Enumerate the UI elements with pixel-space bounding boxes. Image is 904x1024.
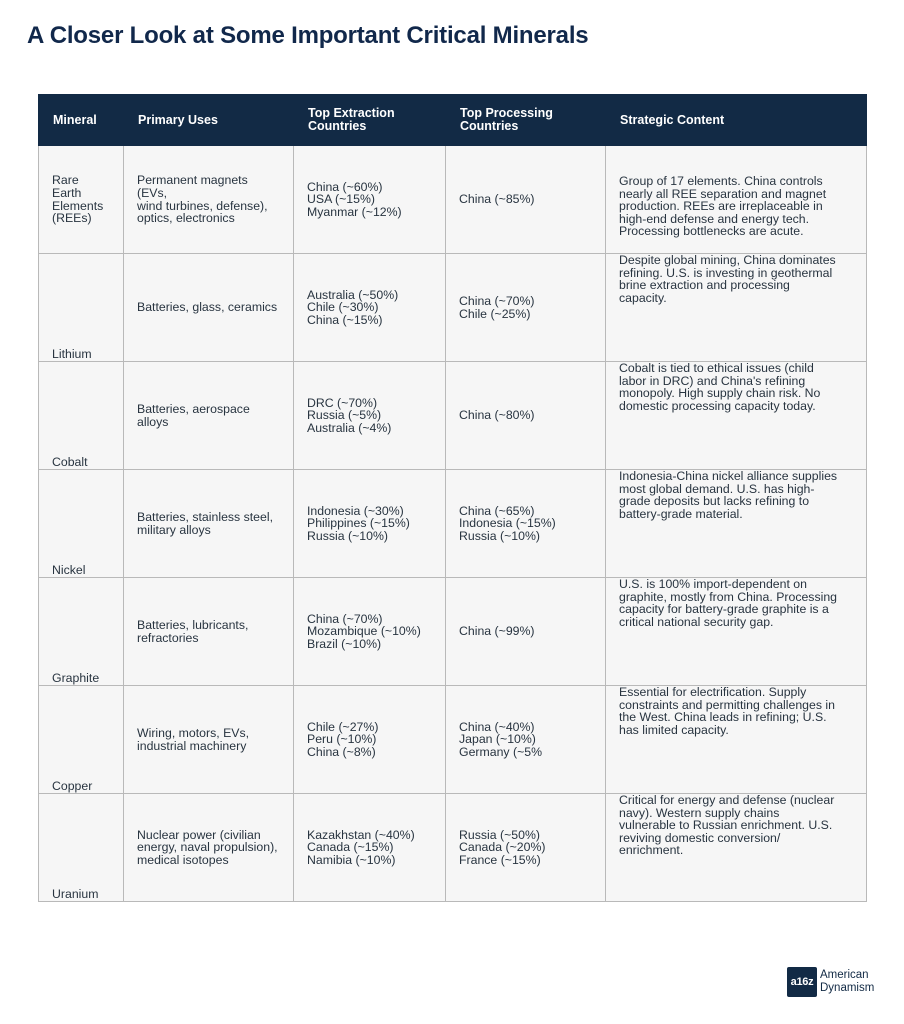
table-row <box>39 470 867 578</box>
primary-uses-cell-line: Batteries, stainless steel, <box>137 509 274 524</box>
extraction-countries-cell-line: Russia (~10%) <box>307 528 388 543</box>
strategic-content-cell-line: reviving domestic conversion/ <box>619 830 781 845</box>
processing-countries-cell-line: Chile (~25%) <box>459 306 531 321</box>
mineral-cell <box>39 470 124 578</box>
strategic-content-cell-line: Essential for electrification. Supply <box>619 685 807 699</box>
processing-countries-cell-line: Indonesia (~15%) <box>459 516 556 531</box>
extraction-countries-cell-line: Kazakhstan (~40%) <box>307 827 415 842</box>
table-row <box>39 362 867 470</box>
processing-countries-cell <box>446 470 606 578</box>
processing-countries-cell-line: Germany (~5% <box>459 744 543 759</box>
strategic-content-cell-line: Despite global mining, China dominates <box>619 253 836 267</box>
primary-uses-cell-line: wind turbines, defense), <box>137 198 268 213</box>
primary-uses-cell <box>124 578 294 686</box>
processing-countries-cell-line: China (~80%) <box>459 408 535 423</box>
extraction-countries-cell-line: Brazil (~10%) <box>307 636 382 651</box>
primary-uses-cell-line: medical isotopes <box>137 852 229 867</box>
extraction-countries-cell-line: China (~70%) <box>307 611 383 626</box>
strategic-content-cell-line: constraints and permitting challenges in <box>619 697 836 712</box>
processing-countries-cell <box>446 146 606 254</box>
table-row <box>39 254 867 362</box>
mineral-cell <box>39 362 124 470</box>
header-strategic-content: Strategic Content <box>606 95 867 146</box>
extraction-countries-cell-line: USA (~15%) <box>307 192 376 207</box>
extraction-countries-cell-line: Australia (~50%) <box>307 287 399 302</box>
strategic-content-cell-line: Indonesia-China nickel alliance supplies <box>619 469 838 483</box>
extraction-countries-cell-line: Philippines (~15%) <box>307 516 410 531</box>
processing-countries-cell-line: Japan (~10%) <box>459 732 536 747</box>
strategic-content-cell-line: capacity. <box>619 290 667 305</box>
processing-countries-cell <box>446 362 606 470</box>
primary-uses-cell <box>124 686 294 794</box>
strategic-content-cell-line: labor in DRC) and China's refining <box>619 373 806 388</box>
primary-uses-cell-line: Batteries, aerospace alloys <box>137 401 250 429</box>
mineral-cell-line: Cobalt <box>52 455 88 470</box>
header-top-processing-line: Top Processing <box>460 106 553 120</box>
extraction-countries-cell-line: Myanmar (~12%) <box>307 204 402 219</box>
mineral-cell <box>39 146 124 254</box>
strategic-content-cell-line: Critical for energy and defense (nuclear <box>619 793 835 807</box>
processing-countries-cell-line: Russia (~10%) <box>459 528 540 543</box>
strategic-content-cell-line: graphite, mostly from China. Processing <box>619 589 838 604</box>
extraction-countries-cell-line: Chile (~27%) <box>307 719 379 734</box>
primary-uses-cell-line: refractories <box>137 630 199 645</box>
strategic-content-cell-line: has limited capacity. <box>619 722 729 737</box>
primary-uses-cell-line: military alloys <box>137 522 211 537</box>
a16z-american-dynamism-logo <box>787 967 874 997</box>
strategic-content-cell-line: enrichment. <box>619 843 684 858</box>
header-primary-uses: Primary Uses <box>124 95 294 146</box>
processing-countries-cell <box>446 794 606 902</box>
primary-uses-cell-line: energy, naval propulsion), <box>137 840 278 855</box>
table-row <box>39 686 867 794</box>
extraction-countries-cell-line: DRC (~70%) <box>307 395 378 410</box>
processing-countries-cell <box>446 254 606 362</box>
processing-countries-cell-line: China (~85%) <box>459 192 535 207</box>
primary-uses-cell <box>124 794 294 902</box>
strategic-content-cell-line: Group of 17 elements. China controls <box>619 174 823 188</box>
table-row <box>39 794 867 902</box>
primary-uses-cell <box>124 146 294 254</box>
extraction-countries-cell-line: China (~60%) <box>307 179 383 194</box>
mineral-cell-line: Rare Earth <box>52 173 82 200</box>
mineral-cell-line: Elements <box>52 198 104 213</box>
strategic-content-cell <box>606 578 867 686</box>
extraction-countries-cell-line: Chile (~30%) <box>307 300 379 315</box>
header-top-processing <box>446 95 606 146</box>
strategic-content-cell-line: nearly all REE separation and magnet <box>619 186 827 201</box>
logo-wordmark-line2: Dynamism <box>820 982 875 994</box>
strategic-content-cell <box>606 794 867 902</box>
table-row <box>39 146 867 254</box>
strategic-content-cell <box>606 470 867 578</box>
header-top-processing-line: Countries <box>460 119 519 133</box>
strategic-content-cell-line: Processing bottlenecks are acute. <box>619 224 804 239</box>
extraction-countries-cell <box>294 794 446 902</box>
extraction-countries-cell <box>294 686 446 794</box>
extraction-countries-cell <box>294 362 446 470</box>
extraction-countries-cell <box>294 254 446 362</box>
primary-uses-cell-line: Permanent magnets (EVs, <box>137 173 248 200</box>
extraction-countries-cell <box>294 578 446 686</box>
strategic-content-cell-line: monopoly. High supply chain risk. No <box>619 386 821 401</box>
extraction-countries-cell-line: Australia (~4%) <box>307 420 392 435</box>
minerals-table <box>38 94 867 902</box>
primary-uses-cell-line: Wiring, motors, EVs, <box>137 725 250 740</box>
mineral-cell-line: (REEs) <box>52 211 92 226</box>
extraction-countries-cell-line: Indonesia (~30%) <box>307 503 404 518</box>
extraction-countries-cell-line: Mozambique (~10%) <box>307 624 421 639</box>
primary-uses-cell <box>124 470 294 578</box>
processing-countries-cell-line: Canada (~20%) <box>459 840 546 855</box>
processing-countries-cell-line: China (~70%) <box>459 293 535 308</box>
extraction-countries-cell-line: Peru (~10%) <box>307 732 377 747</box>
table-body <box>39 146 867 902</box>
table-row <box>39 578 867 686</box>
table-header-row <box>39 95 867 146</box>
processing-countries-cell <box>446 686 606 794</box>
strategic-content-cell-line: domestic processing capacity today. <box>619 398 816 413</box>
strategic-content-cell-line: most global demand. U.S. has high- <box>619 481 815 496</box>
extraction-countries-cell-line: Namibia (~10%) <box>307 852 396 867</box>
extraction-countries-cell <box>294 146 446 254</box>
mineral-cell-line: Nickel <box>52 563 86 578</box>
extraction-countries-cell <box>294 470 446 578</box>
primary-uses-cell-line: optics, electronics <box>137 211 235 226</box>
processing-countries-cell-line: France (~15%) <box>459 852 541 867</box>
mineral-cell-line: Lithium <box>52 347 92 362</box>
primary-uses-cell <box>124 362 294 470</box>
extraction-countries-cell-line: Russia (~5%) <box>307 408 382 423</box>
strategic-content-cell-line: refining. U.S. is investing in geothermal <box>619 265 833 280</box>
strategic-content-cell <box>606 362 867 470</box>
primary-uses-cell-line: Nuclear power (civilian <box>137 827 261 842</box>
strategic-content-cell <box>606 254 867 362</box>
mineral-cell <box>39 254 124 362</box>
mineral-cell-line: Uranium <box>52 887 99 902</box>
mineral-cell <box>39 794 124 902</box>
primary-uses-cell <box>124 254 294 362</box>
strategic-content-cell-line: navy). Western supply chains <box>619 805 780 820</box>
strategic-content-cell-line: high-end defense and energy tech. <box>619 211 810 226</box>
processing-countries-cell-line: China (~40%) <box>459 719 535 734</box>
primary-uses-cell-line: Batteries, lubricants, <box>137 617 249 632</box>
strategic-content-cell-line: U.S. is 100% import-dependent on <box>619 577 807 591</box>
header-mineral: Mineral <box>39 95 124 146</box>
strategic-content-cell-line: production. REEs are irreplaceable in <box>619 199 823 214</box>
processing-countries-cell-line: Russia (~50%) <box>459 827 540 842</box>
extraction-countries-cell-line: Canada (~15%) <box>307 840 394 855</box>
processing-countries-cell-line: China (~65%) <box>459 503 535 518</box>
logo-wordmark-line1: American <box>820 969 869 981</box>
logo-wordmark <box>820 969 874 995</box>
mineral-cell <box>39 686 124 794</box>
header-top-extraction-line: Countries <box>308 119 367 133</box>
extraction-countries-cell-line: China (~8%) <box>307 744 376 759</box>
header-top-extraction-line: Top Extraction <box>308 106 395 120</box>
strategic-content-cell <box>606 686 867 794</box>
strategic-content-cell-line: grade deposits but lacks refining to <box>619 494 810 509</box>
strategic-content-cell-line: brine extraction and processing <box>619 278 790 293</box>
extraction-countries-cell-line: China (~15%) <box>307 312 383 327</box>
strategic-content-cell-line: capacity for battery-grade graphite is a <box>619 602 829 617</box>
a16z-logo-mark: a16z <box>787 967 817 997</box>
primary-uses-cell-line: Batteries, glass, ceramics <box>137 300 278 315</box>
strategic-content-cell-line: critical national security gap. <box>619 614 774 629</box>
strategic-content-cell-line: Cobalt is tied to ethical issues (child <box>619 361 814 375</box>
mineral-cell <box>39 578 124 686</box>
mineral-cell-line: Copper <box>52 779 93 794</box>
page-title: A Closer Look at Some Important Critical Minerals <box>27 22 589 49</box>
strategic-content-cell-line: the West. China leads in refining; U.S. <box>619 710 827 725</box>
mineral-cell-line: Graphite <box>52 671 100 686</box>
primary-uses-cell-line: industrial machinery <box>137 738 247 753</box>
strategic-content-cell-line: battery-grade material. <box>619 506 743 521</box>
strategic-content-cell <box>606 146 867 254</box>
strategic-content-cell-line: vulnerable to Russian enrichment. U.S. <box>619 818 833 833</box>
header-top-extraction <box>294 95 446 146</box>
processing-countries-cell <box>446 578 606 686</box>
processing-countries-cell-line: China (~99%) <box>459 624 535 639</box>
